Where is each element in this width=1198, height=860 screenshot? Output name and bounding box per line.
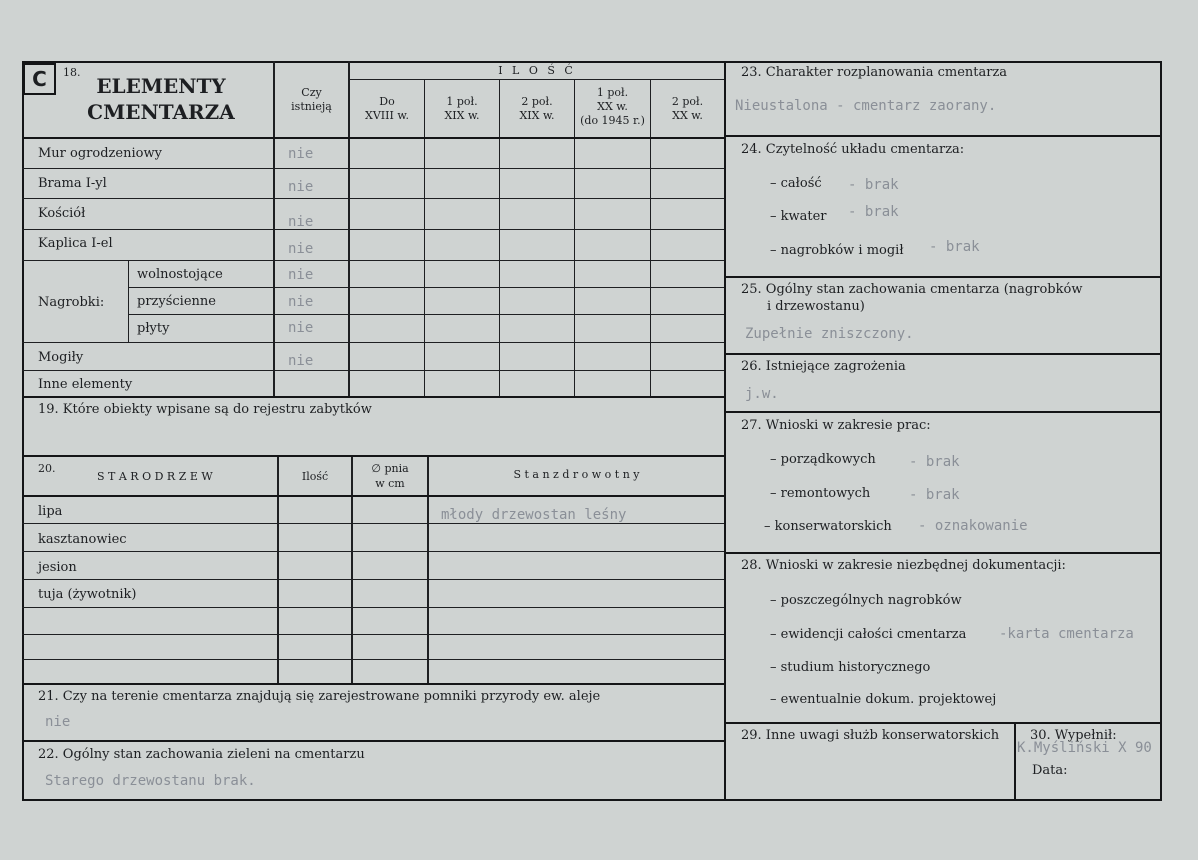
work-conservation-value: - oznakowanie: [918, 518, 1028, 534]
period-header-4-line2: XX w.: [597, 100, 628, 113]
section-20-title: S T A R O D R Z E W: [97, 470, 213, 483]
period-header-3-line1: 2 poł.: [521, 95, 553, 108]
tree-label-thuja: tuja (żywotnik): [38, 587, 137, 602]
section-22-value: Starego drzewostanu brak.: [45, 773, 256, 789]
row-label-freestanding: wolnostojące: [137, 267, 223, 282]
readability-plots-label: – kwater: [770, 209, 827, 224]
period-header-2-line2: XIX w.: [444, 109, 480, 122]
section-29-label: 29. Inne uwagi służb konserwatorskich: [741, 728, 1000, 743]
period-header-4-line1: 1 poł.: [596, 86, 629, 99]
period-header-5-line1: 2 poł.: [671, 95, 704, 108]
row-label-other: Inne elementy: [38, 377, 133, 392]
value-freestanding: nie: [288, 267, 314, 283]
readability-graves-value: - brak: [929, 239, 980, 255]
value-church: nie: [288, 214, 314, 230]
readability-plots-value: - brak: [848, 204, 899, 220]
tree-label-linden: lipa: [38, 504, 63, 519]
period-header-1-line1: Do: [379, 95, 395, 108]
exists-header-line2: istnieją: [291, 100, 332, 113]
readability-whole-label: – całość: [770, 176, 822, 191]
section-18-title-line2: CMENTARZA: [87, 100, 235, 124]
value-graves: nie: [288, 353, 314, 369]
period-header-2-line1: 1 poł.: [446, 95, 478, 108]
value-wall-mounted: nie: [288, 294, 314, 310]
work-cleanup-label: – porządkowych: [770, 452, 876, 467]
period-header-5-line2: XX w.: [672, 109, 703, 122]
row-label-tombstones: Nagrobki:: [38, 295, 105, 310]
doc-records-label: – ewidencji całości cmentarza: [770, 627, 967, 642]
row-label-gate: Brama I-yl: [38, 176, 107, 191]
section-19-label: 19. Które obiekty wpisane są do rejestru zabytków: [38, 402, 372, 417]
trunk-diameter-header-line2: w cm: [375, 477, 405, 490]
filled-by-value: K.Myśliński X 90: [1017, 740, 1152, 756]
work-renovation-value: - brak: [909, 487, 960, 503]
doc-history-label: – studium historycznego: [770, 660, 931, 675]
section-26-value: j.w.: [745, 386, 779, 402]
section-23-value: Nieustalona - cmentarz zaorany.: [735, 98, 997, 114]
row-label-wall-mounted: przyścienne: [137, 294, 216, 309]
tree-health-value: młody drzewostan leśny: [441, 507, 627, 523]
section-21-value: nie: [45, 714, 71, 730]
section-18-title-line1: ELEMENTY: [96, 74, 226, 98]
section-20-number: 20.: [38, 462, 56, 475]
row-label-church: Kościół: [38, 206, 86, 221]
row-label-wall: Mur ogrodzeniowy: [38, 146, 162, 161]
work-renovation-label: – remontowych: [770, 486, 871, 501]
row-label-graves: Mogiły: [38, 350, 84, 365]
section-28-label: 28. Wnioski w zakresie niezbędnej dokumentacji:: [741, 558, 1066, 573]
section-25-label-line2: i drzewostanu): [767, 299, 865, 314]
date-label: Data:: [1032, 763, 1068, 778]
section-23-label: 23. Charakter rozplanowania cmentarza: [741, 65, 1008, 80]
section-25-label-line1: 25. Ogólny stan zachowania cmentarza (nagrobków: [741, 282, 1083, 297]
section-25-value: Zupełnie zniszczony.: [745, 326, 914, 342]
tree-label-chestnut: kasztanowiec: [38, 532, 127, 547]
work-conservation-label: – konserwatorskich: [764, 519, 892, 534]
section-30-label: 30. Wypełnił:: [1030, 728, 1117, 743]
value-gate: nie: [288, 179, 314, 195]
period-header-1-line2: XVIII w.: [365, 109, 409, 122]
section-22-label: 22. Ogólny stan zachowania zieleni na cmentarzu: [38, 747, 365, 762]
row-label-chapel: Kaplica I-el: [38, 236, 113, 251]
tree-label-ash: jesion: [38, 560, 77, 575]
trunk-diameter-header-line1: ∅ pnia: [371, 462, 409, 475]
readability-graves-label: – nagrobków i mogił: [770, 243, 904, 258]
doc-project-label: – ewentualnie dokum. projektowej: [770, 692, 997, 707]
section-27-label: 27. Wnioski w zakresie prac:: [741, 418, 931, 433]
section-26-label: 26. Istniejące zagrożenia: [741, 359, 906, 374]
value-wall: nie: [288, 146, 314, 162]
section-18-number: 18.: [63, 66, 81, 79]
value-slabs: nie: [288, 320, 314, 336]
tree-quantity-header: Ilość: [301, 470, 329, 483]
period-header-3-line2: XIX w.: [519, 109, 555, 122]
health-condition-header: S t a n z d r o w o t n y: [513, 468, 640, 481]
doc-records-value: -karta cmentarza: [999, 626, 1134, 642]
work-cleanup-value: - brak: [909, 454, 960, 470]
value-chapel: nie: [288, 241, 314, 257]
section-letter-box: C: [23, 63, 56, 95]
exists-header-line1: Czy: [301, 86, 322, 99]
readability-whole-value: - brak: [848, 177, 899, 193]
quantity-header: I L O Ś Ć: [498, 64, 576, 77]
row-label-slabs: płyty: [137, 321, 170, 336]
section-21-label: 21. Czy na terenie cmentarza znajdują się zarejestrowane pomniki przyrody ew. aleje: [38, 689, 601, 704]
section-24-label: 24. Czytelność układu cmentarza:: [741, 142, 965, 157]
doc-tombstones-label: – poszczególnych nagrobków: [770, 593, 962, 608]
period-header-4-line3: (do 1945 r.): [580, 114, 645, 127]
